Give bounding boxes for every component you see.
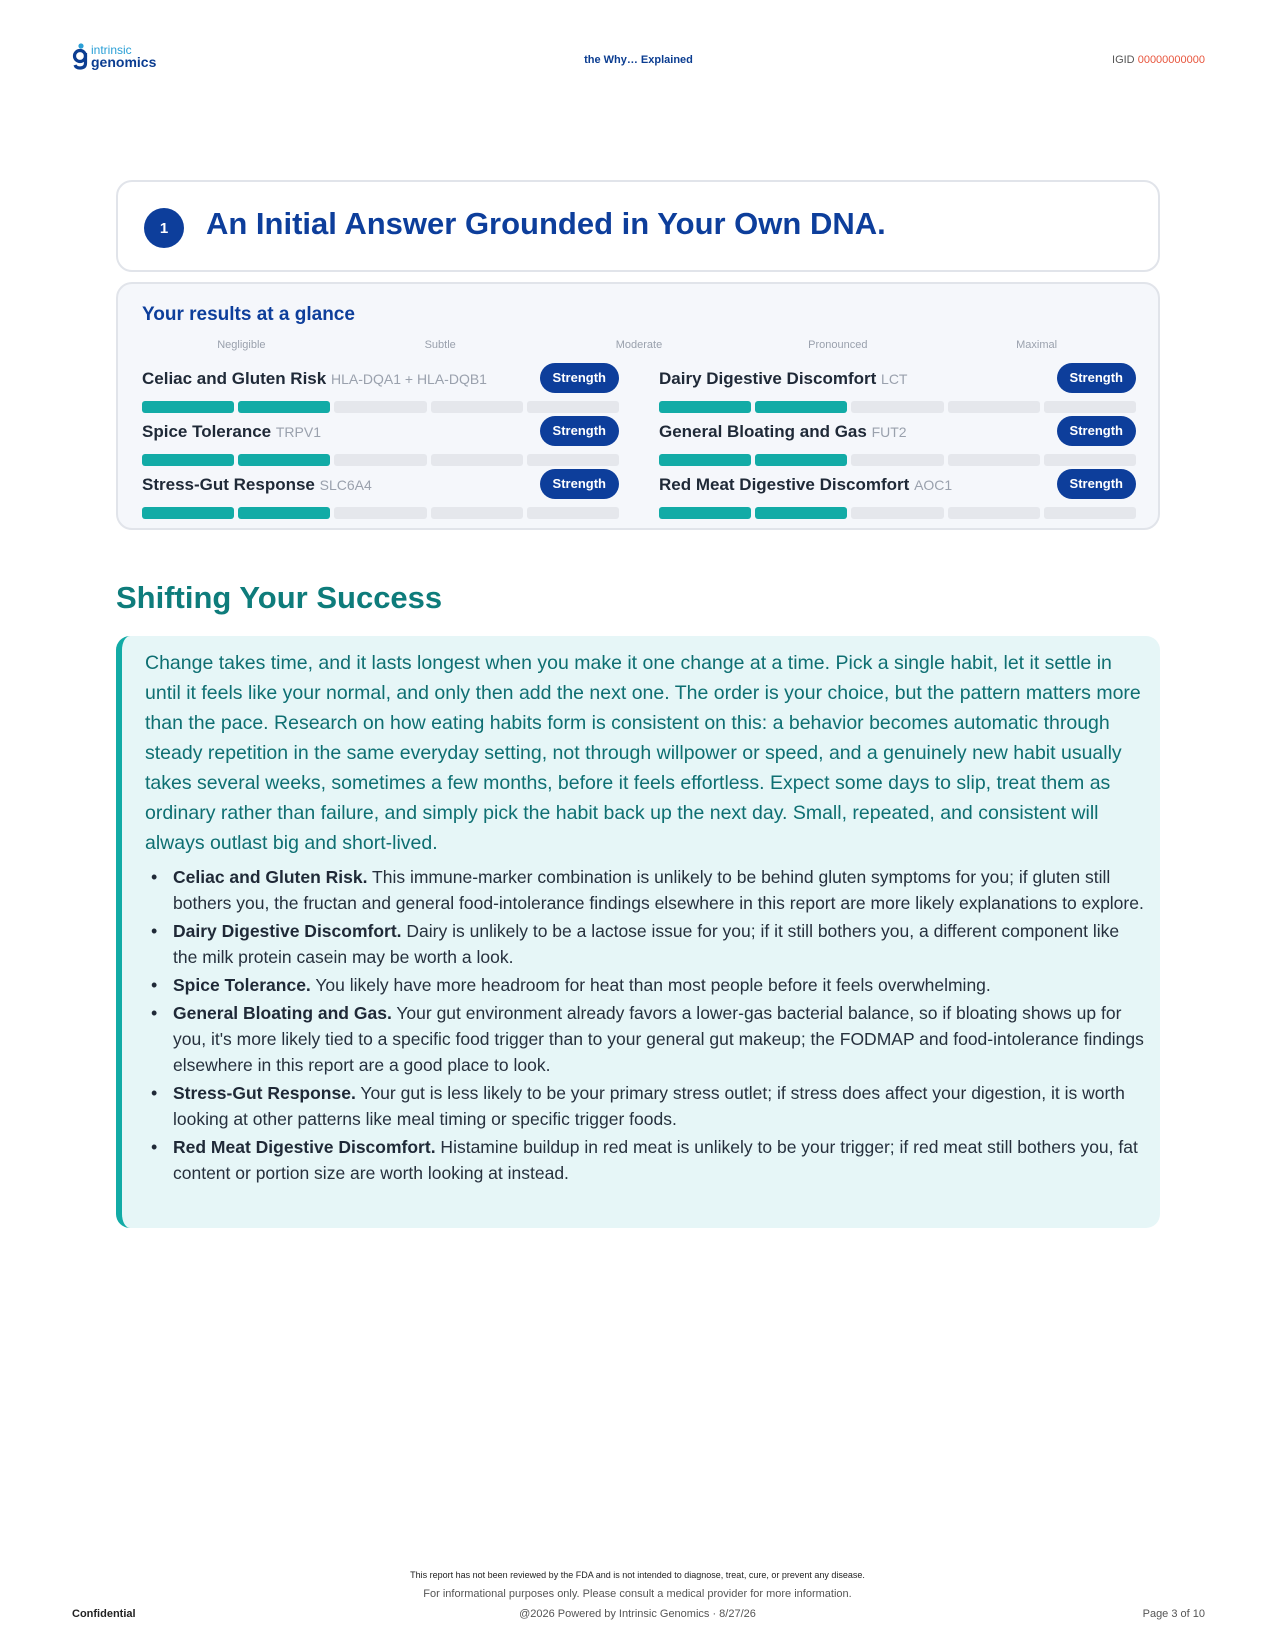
- level-bar: [659, 454, 1136, 466]
- list-item: [147, 1000, 1147, 1078]
- trait-gene: SLC6A4: [319, 477, 372, 493]
- header-tagline: the Why… Explained: [584, 54, 693, 66]
- level-segment-empty: [527, 454, 619, 466]
- trait-row: [659, 475, 1136, 519]
- level-bar: [659, 401, 1136, 413]
- list-item: [147, 918, 1147, 970]
- trait-name: General Bloating and Gas: [659, 422, 867, 441]
- trait-name: Spice Tolerance: [142, 422, 272, 441]
- list-item-title: Celiac and Gluten Risk.: [173, 867, 368, 887]
- shifting-paragraph: Change takes time, and it lasts longest when you make it one change at a time. Pick a single habit, let it settle in until it feels like your normal, and only then add the next one. The order is your choice, but the pattern matters more than the pace. Research on how eating habits form is consistent on this: a behavior becomes automatic through steady repetition in the same everyday setting, not through willpower or speed, and a genuinely new habit usually takes several weeks, sometimes a few months, before it feels effortless. Expect some days to slip, treat them as ordinary rather than failure, and simply pick the habit back up the next day. Small, repeated, and consistent will always outlast big and short-lived.: [145, 652, 1141, 854]
- list-item: [147, 972, 1147, 998]
- level-bar: [142, 454, 619, 466]
- trait-gene: LCT: [881, 371, 908, 387]
- list-item-text: Your gut is less likely to be your primary stress outlet; if stress does affect your digestion, it is worth looking at other patterns like meal timing or specific trigger foods.: [173, 1083, 1125, 1129]
- report-id-value: 00000000000: [1137, 54, 1205, 66]
- scale-label: Maximal: [1016, 339, 1058, 351]
- list-item-title: Dairy Digestive Discomfort.: [173, 921, 402, 941]
- scale-label: Negligible: [217, 339, 266, 351]
- level-segment-empty: [851, 507, 943, 519]
- level-segment-filled: [659, 401, 751, 413]
- trait-name: Stress-Gut Response: [142, 475, 315, 494]
- level-segment-empty: [1044, 401, 1136, 413]
- list-item-title: General Bloating and Gas.: [173, 1003, 392, 1023]
- trait-row: [659, 369, 1136, 413]
- confidential-label: Confidential: [72, 1608, 136, 1620]
- level-segment-filled: [755, 454, 847, 466]
- report-id-label: IGID: [1112, 54, 1135, 66]
- scale-label: Moderate: [615, 339, 663, 351]
- level-segment-empty: [851, 401, 943, 413]
- level-segment-filled: [238, 401, 330, 413]
- trait-gene: AOC1: [914, 477, 953, 493]
- info-disclaimer: For informational purposes only. Please consult a medical provider for more information.: [423, 1588, 852, 1600]
- strength-badge: Strength: [540, 469, 619, 499]
- section-title: An Initial Answer Grounded in Your Own DNA.: [206, 206, 886, 241]
- list-item-title: Stress-Gut Response.: [173, 1083, 356, 1103]
- shifting-callout: [116, 636, 1160, 1228]
- trait-row: [142, 369, 619, 413]
- trait-row: [659, 422, 1136, 466]
- list-item-text: You likely have more headroom for heat than most people before it feels overwhelming.: [310, 975, 991, 995]
- copyright: @2026 Powered by Intrinsic Genomics · 8/27/26: [519, 1608, 756, 1620]
- level-segment-filled: [142, 507, 234, 519]
- list-item: [147, 1080, 1147, 1132]
- fda-disclaimer: This report has not been reviewed by the FDA and is not intended to diagnose, treat, cure, or prevent any disease.: [410, 1570, 865, 1580]
- strength-badge: Strength: [1057, 416, 1136, 446]
- logo-text-bottom: genomics: [91, 54, 157, 70]
- logo-text-top: intrinsic: [91, 43, 132, 57]
- level-segment-filled: [755, 507, 847, 519]
- shifting-heading: Shifting Your Success: [116, 580, 443, 615]
- list-item: [147, 864, 1147, 916]
- level-segment-filled: [142, 401, 234, 413]
- page-header: [72, 42, 1205, 78]
- trait-gene: HLA-DQA1 + HLA-DQB1: [330, 371, 487, 387]
- level-segment-empty: [1044, 454, 1136, 466]
- scale-label: Pronounced: [808, 339, 868, 351]
- strength-badge: Strength: [540, 416, 619, 446]
- level-segment-empty: [1044, 507, 1136, 519]
- level-segment-empty: [851, 454, 943, 466]
- strength-badge: Strength: [1057, 363, 1136, 393]
- level-segment-empty: [431, 507, 523, 519]
- list-item: [147, 1134, 1147, 1186]
- section-title-card: [116, 180, 1160, 272]
- level-segment-empty: [948, 401, 1040, 413]
- level-segment-empty: [527, 507, 619, 519]
- level-segment-empty: [334, 401, 426, 413]
- level-segment-filled: [238, 454, 330, 466]
- level-segment-filled: [755, 401, 847, 413]
- strength-scale: [142, 339, 1136, 351]
- page-number: Page 3 of 10: [1142, 1608, 1205, 1620]
- results-card: [116, 282, 1160, 530]
- level-segment-filled: [238, 507, 330, 519]
- scale-label: Subtle: [424, 339, 456, 351]
- level-bar: [659, 507, 1136, 519]
- report-id: [1112, 54, 1205, 66]
- trait-row: [142, 475, 619, 519]
- level-segment-empty: [948, 507, 1040, 519]
- level-segment-filled: [142, 454, 234, 466]
- trait-gene: FUT2: [871, 424, 907, 440]
- level-bar: [142, 401, 619, 413]
- list-item-title: Spice Tolerance.: [173, 975, 311, 995]
- trait-row: [142, 422, 619, 466]
- level-segment-empty: [948, 454, 1040, 466]
- results-heading: Your results at a glance: [142, 304, 355, 325]
- level-segment-empty: [431, 401, 523, 413]
- strength-badge: Strength: [1057, 469, 1136, 499]
- trait-name: Dairy Digestive Discomfort: [659, 369, 877, 388]
- list-item-text: This immune-marker combination is unlikely to be behind gluten symptoms for you; if gluten still bothers you, the fructan and general food-intolerance findings elsewhere in this report are more likely explanations to explore.: [173, 867, 1144, 913]
- level-segment-filled: [659, 454, 751, 466]
- level-segment-empty: [334, 507, 426, 519]
- section-number-badge: 1: [144, 208, 184, 248]
- shifting-list: [147, 864, 1147, 1188]
- list-item-title: Red Meat Digestive Discomfort.: [173, 1137, 436, 1157]
- level-bar: [142, 507, 619, 519]
- list-item-text: Dairy is unlikely to be a lactose issue for you; if it still bothers you, a different component like the milk protein casein may be worth a look.: [173, 921, 1120, 967]
- level-segment-empty: [527, 401, 619, 413]
- trait-name: Celiac and Gluten Risk: [142, 369, 327, 388]
- list-item-text: Histamine buildup in red meat is unlikely to be your trigger; if red meat still bothers you, fat content or portion size are worth looking at instead.: [173, 1137, 1138, 1183]
- level-segment-filled: [659, 507, 751, 519]
- list-item-text: Your gut environment already favors a lower-gas bacterial balance, so if bloating shows up for you, it's more likely tied to a specific food trigger than to your general gut makeup; the FODMAP and food-intolerance findings elsewhere in this report are a good place to look.: [173, 1003, 1144, 1075]
- trait-gene: TRPV1: [275, 424, 321, 440]
- level-segment-empty: [334, 454, 426, 466]
- strength-badge: Strength: [540, 363, 619, 393]
- level-segment-empty: [431, 454, 523, 466]
- trait-name: Red Meat Digestive Discomfort: [659, 475, 910, 494]
